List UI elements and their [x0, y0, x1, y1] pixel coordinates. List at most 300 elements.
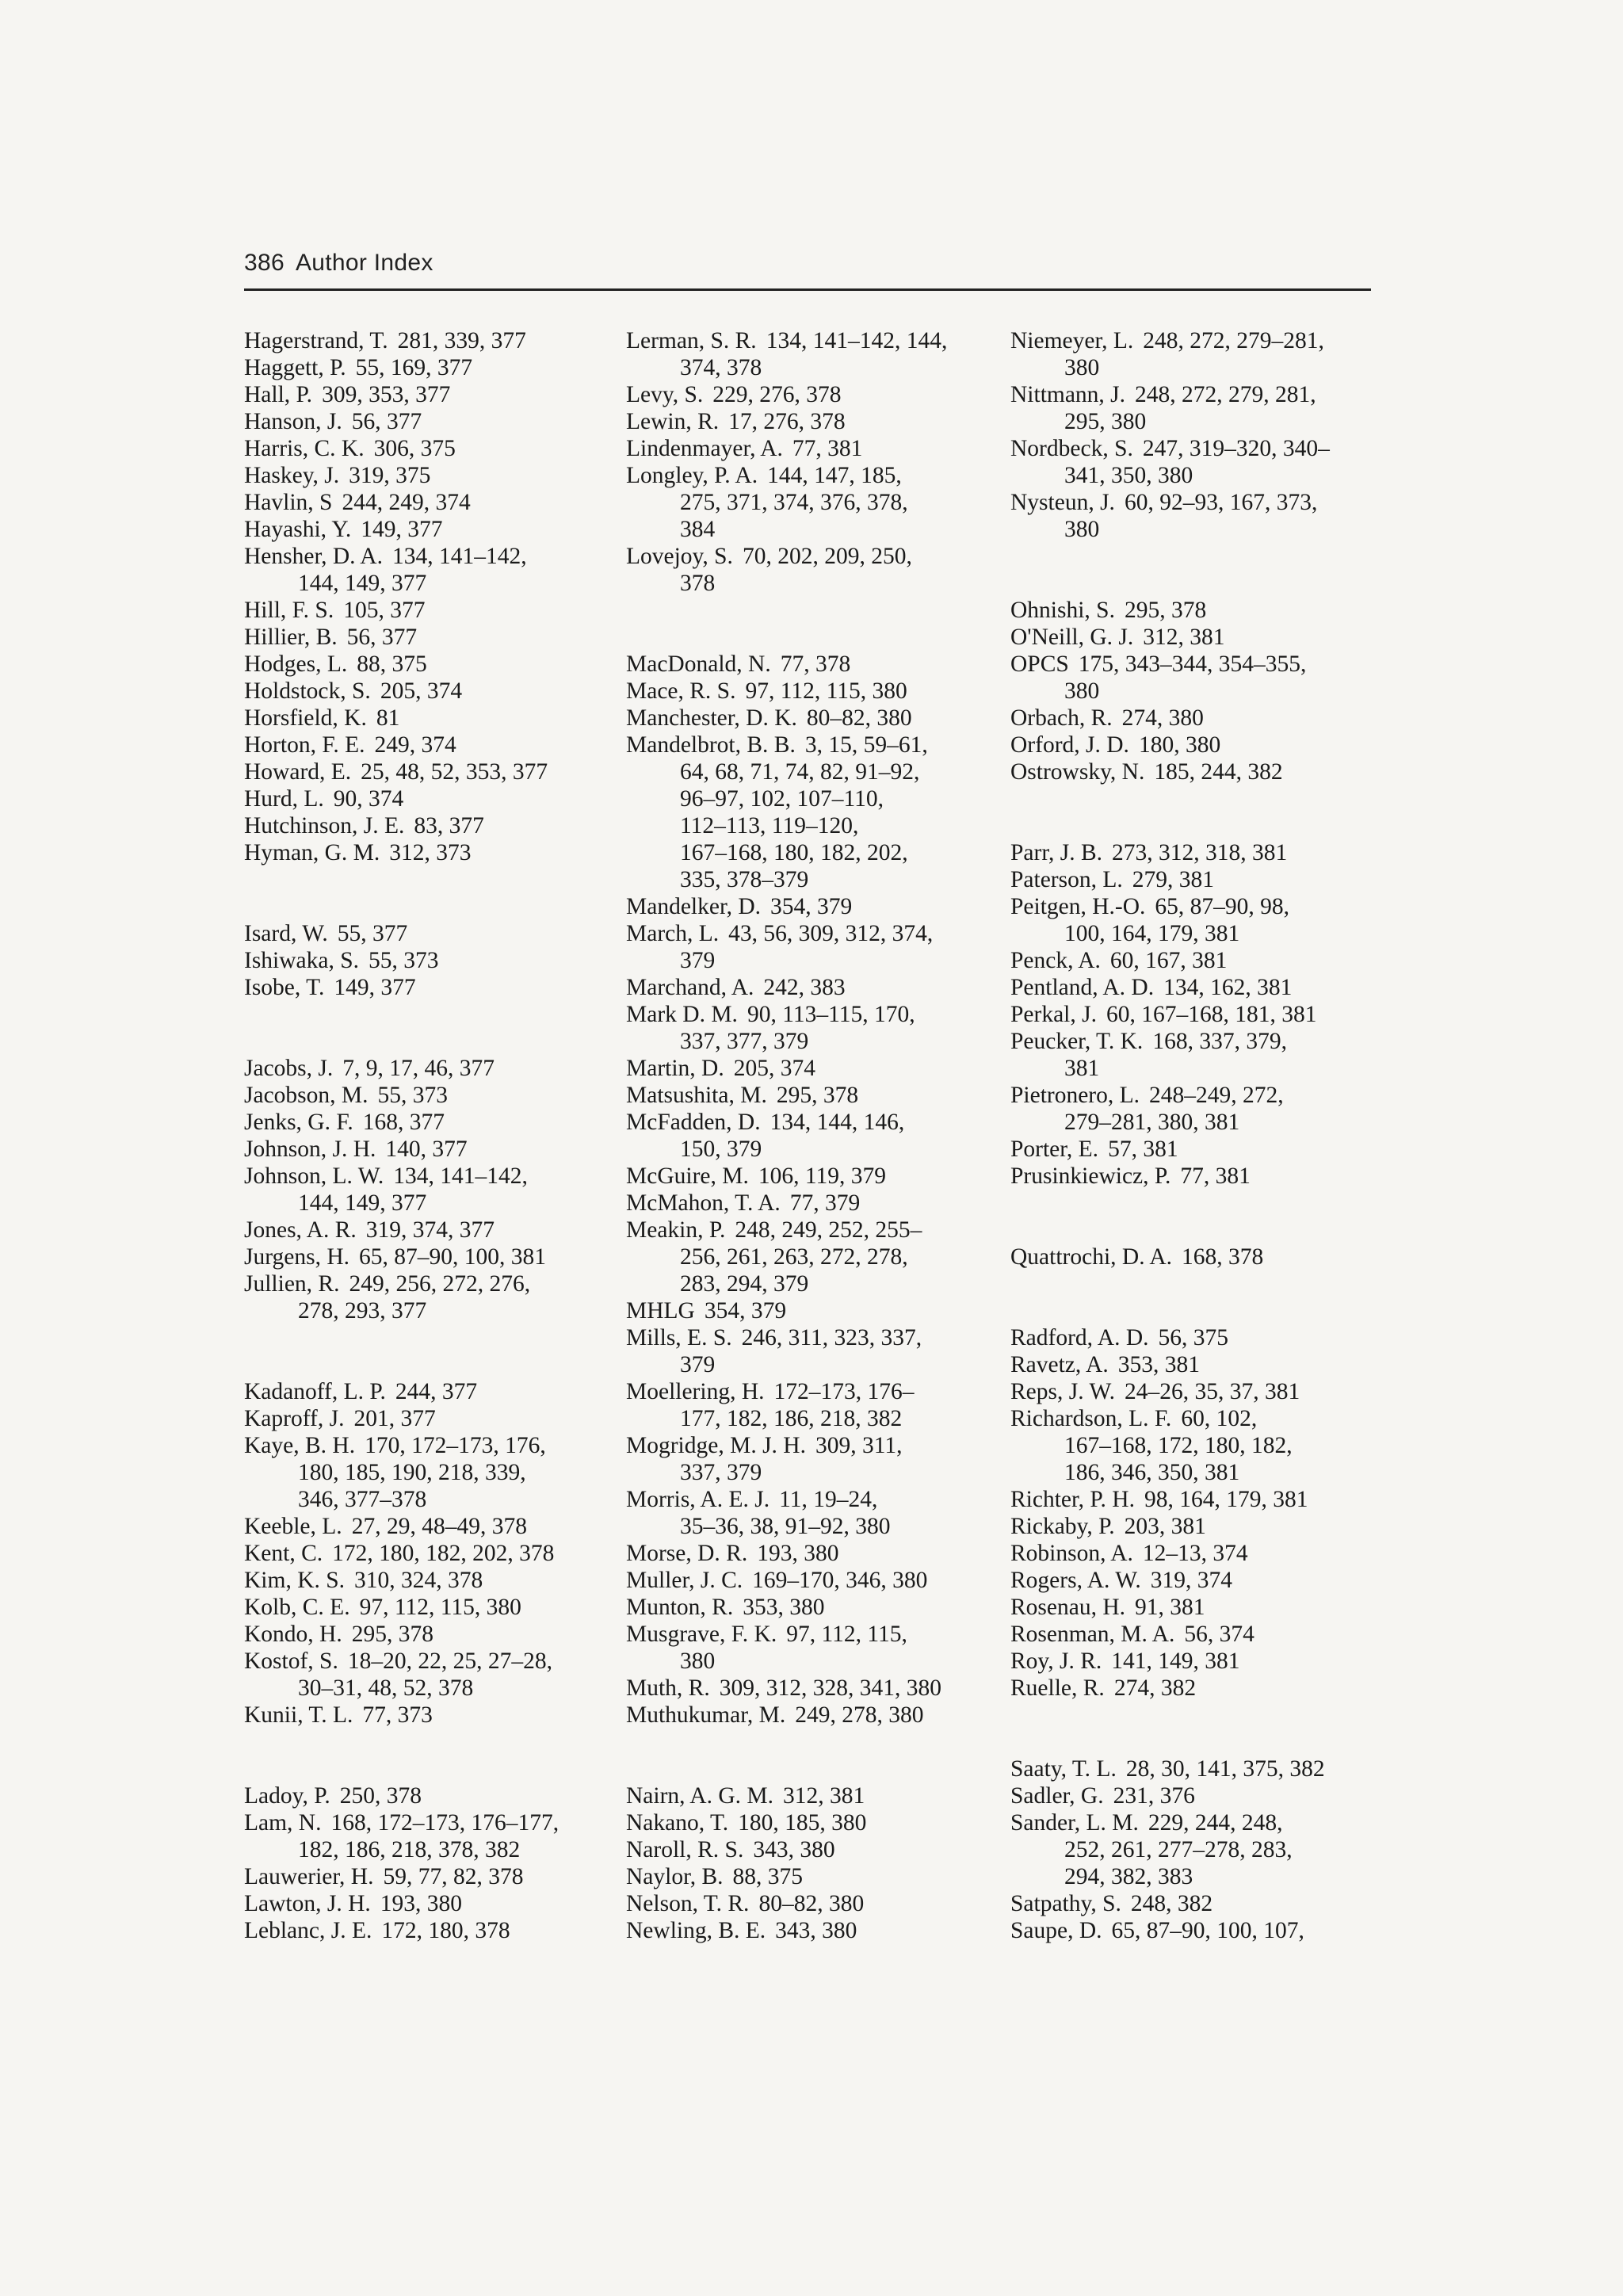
index-entry-continuation — [626, 758, 947, 785]
author-name: Paterson, L. — [1010, 867, 1123, 892]
page-references: 380 — [1064, 517, 1100, 542]
index-entry-first-line — [1010, 839, 1330, 866]
author-name: Radford, A. D. — [1010, 1325, 1149, 1350]
index-column-1 — [244, 327, 559, 1944]
page-references: 65, 87–90, 98, — [1155, 894, 1290, 919]
index-entry-first-line — [626, 1082, 947, 1109]
page-references: 180, 185, 380 — [738, 1810, 867, 1836]
page-references: 144, 149, 377 — [298, 1190, 427, 1216]
page-references: 180, 185, 190, 218, 339, — [298, 1460, 526, 1485]
page-references: 319, 374 — [1150, 1568, 1232, 1593]
author-name: Sander, L. M. — [1010, 1810, 1139, 1836]
page-references: 97, 112, 115, 380 — [359, 1595, 521, 1620]
page-references: 56, 375 — [1158, 1325, 1229, 1350]
index-entry-first-line — [244, 1405, 559, 1432]
index-entry — [626, 974, 947, 1001]
index-entry-first-line — [244, 947, 559, 974]
page-references: 65, 87–90, 100, 107, — [1111, 1918, 1304, 1943]
index-entry-first-line — [244, 516, 559, 543]
author-name: Haskey, J. — [244, 463, 340, 488]
author-name: Peucker, T. K. — [1010, 1029, 1144, 1054]
letter-group-gap — [244, 866, 559, 920]
index-entry-first-line — [1010, 1082, 1330, 1109]
index-entry-continuation — [244, 1675, 559, 1702]
index-entry-continuation — [626, 812, 947, 839]
author-name: Morris, A. E. J. — [626, 1487, 770, 1512]
index-entry-continuation — [626, 570, 947, 597]
letter-group-gap — [1010, 1270, 1330, 1324]
author-name: Lovejoy, S. — [626, 544, 733, 569]
index-entry — [244, 812, 559, 839]
index-entry — [626, 462, 947, 543]
author-name: Rosenman, M. A. — [1010, 1622, 1175, 1647]
page-references: 168, 377 — [362, 1110, 445, 1135]
index-entry-first-line — [1010, 705, 1330, 732]
author-name: Musgrave, F. K. — [626, 1622, 777, 1647]
index-entry-continuation — [1010, 408, 1330, 435]
index-entry-first-line — [244, 1378, 559, 1405]
page-references: 172, 180, 182, 202, 378 — [332, 1541, 555, 1566]
index-entry-continuation — [244, 1836, 559, 1863]
index-entry-first-line — [626, 732, 947, 758]
index-entry-first-line — [244, 1809, 559, 1836]
index-entry-first-line — [626, 435, 947, 462]
author-name: Leblanc, J. E. — [244, 1918, 372, 1943]
author-name: Hanson, J. — [244, 409, 342, 434]
index-entry-first-line — [244, 327, 559, 354]
page-references: 106, 119, 379 — [758, 1163, 887, 1189]
page-references: 278, 293, 377 — [298, 1298, 427, 1324]
page-references: 283, 294, 379 — [680, 1271, 809, 1297]
author-name: Pentland, A. D. — [1010, 975, 1155, 1000]
author-name: Nakano, T. — [626, 1810, 729, 1836]
page-references: 205, 374 — [733, 1056, 815, 1081]
author-name: MHLG — [626, 1298, 695, 1324]
index-entry-first-line — [244, 435, 559, 462]
page-references: 83, 377 — [414, 813, 484, 839]
author-name: Saaty, T. L. — [1010, 1756, 1117, 1782]
author-name: Naroll, R. S. — [626, 1837, 744, 1862]
author-name: Haggett, P. — [244, 355, 346, 380]
page-references: 193, 380 — [380, 1891, 463, 1916]
author-name: Moellering, H. — [626, 1379, 765, 1404]
index-entry-first-line — [1010, 1405, 1330, 1432]
author-name: Mandelbrot, B. B. — [626, 732, 796, 758]
index-entry-continuation — [626, 866, 947, 893]
author-name: Morse, D. R. — [626, 1541, 748, 1566]
page-references: 180, 380 — [1138, 732, 1221, 758]
page-references: 354, 379 — [704, 1298, 787, 1324]
index-entry-first-line — [626, 1702, 947, 1729]
author-name: Jurgens, H. — [244, 1244, 350, 1270]
index-entry-first-line — [1010, 435, 1330, 462]
page-references: 250, 378 — [339, 1783, 422, 1809]
author-name: Holdstock, S. — [244, 678, 371, 704]
author-name: Hillier, B. — [244, 625, 338, 650]
index-entry-first-line — [244, 624, 559, 651]
index-entry — [244, 1890, 559, 1917]
author-name: OPCS — [1010, 651, 1069, 677]
index-entry-continuation — [626, 1351, 947, 1378]
author-name: Rogers, A. W. — [1010, 1568, 1141, 1593]
page-references: 77, 373 — [362, 1702, 433, 1728]
index-entry — [244, 705, 559, 732]
page-references: 77, 379 — [789, 1190, 861, 1216]
page-references: 90, 113–115, 170, — [747, 1002, 915, 1027]
index-entry-continuation — [1010, 462, 1330, 489]
author-name: Ravetz, A. — [1010, 1352, 1109, 1377]
index-entry-first-line — [244, 1136, 559, 1163]
author-name: Orbach, R. — [1010, 705, 1113, 731]
page-references: 55, 169, 377 — [355, 355, 473, 380]
index-entry-first-line — [244, 462, 559, 489]
index-entry-first-line — [1010, 1594, 1330, 1621]
page-references: 242, 383 — [763, 975, 846, 1000]
index-entry — [1010, 435, 1330, 489]
index-entry — [1010, 1405, 1330, 1486]
index-entry-first-line — [244, 1082, 559, 1109]
page-references: 312, 373 — [389, 840, 472, 865]
author-name: Prusinkiewicz, P. — [1010, 1163, 1171, 1189]
page-references: 273, 312, 318, 381 — [1112, 840, 1288, 865]
index-entry — [1010, 1028, 1330, 1082]
page-references: 169–170, 346, 380 — [752, 1568, 928, 1593]
index-entry — [626, 408, 947, 435]
index-entry — [244, 1163, 559, 1217]
index-entry-first-line — [1010, 1675, 1330, 1702]
index-entry — [626, 1621, 947, 1675]
index-entry-first-line — [244, 1109, 559, 1136]
page-references: 380 — [1064, 678, 1100, 704]
index-entry-first-line — [244, 705, 559, 732]
page-references: 134, 162, 381 — [1163, 975, 1293, 1000]
author-name: Muthukumar, M. — [626, 1702, 786, 1728]
page-references: 248–249, 272, — [1149, 1083, 1284, 1108]
index-entry — [244, 1594, 559, 1621]
page-references: 229, 244, 248, — [1148, 1810, 1283, 1836]
index-entry-continuation — [626, 489, 947, 516]
index-entry-first-line — [1010, 1621, 1330, 1648]
author-name: Nelson, T. R. — [626, 1891, 750, 1916]
author-name: Rosenau, H. — [1010, 1595, 1126, 1620]
page-references: 306, 375 — [373, 436, 456, 461]
index-entry-first-line — [1010, 974, 1330, 1001]
page-references: 91, 381 — [1135, 1595, 1205, 1620]
page-references: 249, 374 — [374, 732, 456, 758]
author-name: Muth, R. — [626, 1675, 710, 1701]
index-entry — [244, 462, 559, 489]
page-references: 201, 377 — [353, 1406, 436, 1431]
page-references: 144, 149, 377 — [298, 571, 427, 596]
index-entry-first-line — [244, 408, 559, 435]
index-entry-first-line — [626, 462, 947, 489]
index-entry-first-line — [626, 1917, 947, 1944]
index-entry-first-line — [1010, 947, 1330, 974]
page-references: 81 — [376, 705, 400, 731]
index-entry — [244, 1809, 559, 1863]
page-references: 353, 380 — [743, 1595, 825, 1620]
page-references: 60, 102, — [1181, 1406, 1258, 1431]
index-entry-first-line — [244, 1217, 559, 1244]
index-entry-first-line — [244, 1917, 559, 1944]
index-entry — [626, 1890, 947, 1917]
index-entry-continuation — [626, 1513, 947, 1540]
page-references: 353, 381 — [1117, 1352, 1200, 1377]
index-entry — [244, 839, 559, 866]
page-references: 319, 374, 377 — [365, 1217, 495, 1243]
page-references: 55, 377 — [337, 921, 408, 946]
author-name: Mandelker, D. — [626, 894, 762, 919]
index-entry — [244, 758, 559, 785]
index-entry-first-line — [244, 785, 559, 812]
author-name: Jones, A. R. — [244, 1217, 357, 1243]
index-entry — [1010, 705, 1330, 732]
index-entry-first-line — [626, 678, 947, 705]
index-entry — [626, 1567, 947, 1594]
author-name: Sadler, G. — [1010, 1783, 1104, 1809]
index-entry — [244, 678, 559, 705]
page-references: 379 — [680, 1352, 716, 1377]
page-header — [244, 247, 1371, 291]
index-entry — [244, 1621, 559, 1648]
index-entry — [1010, 1244, 1330, 1270]
page-references: 77, 381 — [1180, 1163, 1251, 1189]
page-references: 35–36, 38, 91–92, 380 — [680, 1514, 891, 1539]
author-name: Peitgen, H.-O. — [1010, 894, 1146, 919]
author-name: Isobe, T. — [244, 975, 325, 1000]
index-entry — [1010, 1082, 1330, 1136]
index-entry-first-line — [244, 678, 559, 705]
index-entry — [244, 624, 559, 651]
index-entry-first-line — [244, 812, 559, 839]
index-entry-first-line — [244, 758, 559, 785]
index-entry — [244, 1270, 559, 1324]
page-references: 134, 141–142, — [391, 544, 527, 569]
page-references: 279, 381 — [1132, 867, 1214, 892]
index-entry-first-line — [244, 543, 559, 570]
index-entry — [626, 1809, 947, 1836]
page-references: 341, 350, 380 — [1064, 463, 1193, 488]
index-entry — [244, 920, 559, 947]
letter-group-gap — [244, 1324, 559, 1378]
page-references: 177, 182, 186, 218, 382 — [680, 1406, 903, 1431]
page-references: 56, 377 — [351, 409, 422, 434]
author-name: Lauwerier, H. — [244, 1864, 374, 1889]
page-references: 105, 377 — [343, 598, 426, 623]
index-entry-first-line — [244, 974, 559, 1001]
index-entry-first-line — [244, 1432, 559, 1459]
page-references: 247, 319–320, 340– — [1142, 436, 1330, 461]
author-name: Lerman, S. R. — [626, 328, 757, 353]
page-references: 25, 48, 52, 353, 377 — [361, 759, 548, 785]
index-entry-first-line — [1010, 893, 1330, 920]
index-entry-first-line — [244, 381, 559, 408]
author-name: Hyman, G. M. — [244, 840, 380, 865]
author-name: Johnson, L. W. — [244, 1163, 384, 1189]
index-entry — [626, 920, 947, 974]
index-entry-continuation — [244, 1297, 559, 1324]
author-name: Mogridge, M. J. H. — [626, 1433, 806, 1458]
author-name: Lindenmayer, A. — [626, 436, 783, 461]
index-entry-first-line — [244, 1890, 559, 1917]
page-references: 354, 379 — [770, 894, 853, 919]
page-references: 90, 374 — [333, 786, 404, 812]
page-references: 281, 339, 377 — [397, 328, 526, 353]
page-references: 88, 375 — [732, 1864, 804, 1889]
index-entry — [626, 732, 947, 893]
index-entry — [244, 489, 559, 516]
page-references: 381 — [1064, 1056, 1100, 1081]
index-entry-first-line — [244, 920, 559, 947]
page-references: 244, 249, 374 — [342, 490, 471, 515]
page-references: 167–168, 180, 182, 202, — [680, 840, 908, 865]
page-references: 65, 87–90, 100, 381 — [359, 1244, 547, 1270]
index-entry-continuation — [1010, 354, 1330, 381]
index-entry-first-line — [626, 1109, 947, 1136]
index-entry — [1010, 1648, 1330, 1675]
page-references: 205, 374 — [380, 678, 463, 704]
index-entry — [244, 732, 559, 758]
index-entry-continuation — [244, 1459, 559, 1486]
page-references: 186, 346, 350, 381 — [1064, 1460, 1240, 1485]
index-entry — [626, 1702, 947, 1729]
index-entry — [244, 516, 559, 543]
index-entry-first-line — [626, 920, 947, 947]
index-entry-first-line — [626, 1055, 947, 1082]
index-entry-first-line — [1010, 1513, 1330, 1540]
index-entry-continuation — [626, 1405, 947, 1432]
page-references: 380 — [680, 1648, 716, 1674]
index-entry — [1010, 1917, 1330, 1944]
page-references: 55, 373 — [369, 948, 439, 973]
index-entry-first-line — [626, 1163, 947, 1190]
index-entry — [1010, 651, 1330, 705]
page-references: 17, 276, 378 — [728, 409, 846, 434]
index-entry — [244, 1055, 559, 1082]
index-entry-first-line — [626, 381, 947, 408]
page-title: Author Index — [295, 250, 433, 276]
page-references: 343, 380 — [753, 1837, 835, 1862]
index-entry-continuation — [1010, 516, 1330, 543]
author-name: Nairn, A. G. M. — [626, 1783, 774, 1809]
index-entry — [244, 1567, 559, 1594]
page-references: 335, 378–379 — [680, 867, 809, 892]
author-name: Reps, J. W. — [1010, 1379, 1115, 1404]
index-entry — [1010, 758, 1330, 785]
index-entry — [244, 597, 559, 624]
index-entry-first-line — [1010, 1809, 1330, 1836]
page-references: 56, 374 — [1184, 1622, 1254, 1647]
page-references: 140, 377 — [385, 1137, 468, 1162]
index-entry — [244, 408, 559, 435]
index-entry — [244, 974, 559, 1001]
author-name: Ohnishi, S. — [1010, 598, 1115, 623]
index-entry-first-line — [626, 1621, 947, 1648]
page-references: 337, 379 — [680, 1460, 762, 1485]
index-entry — [244, 327, 559, 354]
page-references: 172–173, 176– — [773, 1379, 915, 1404]
index-entry-first-line — [244, 1621, 559, 1648]
author-name: Keeble, L. — [244, 1514, 342, 1539]
index-entry-first-line — [244, 1782, 559, 1809]
page-references: 97, 112, 115, — [786, 1622, 907, 1647]
index-entry-continuation — [626, 839, 947, 866]
index-entry — [244, 435, 559, 462]
index-entry-continuation — [1010, 1109, 1330, 1136]
index-entry — [244, 1540, 559, 1567]
index-entry — [626, 1109, 947, 1163]
page-references: 18–20, 22, 25, 27–28, — [347, 1648, 552, 1674]
index-entry — [244, 1405, 559, 1432]
index-entry — [626, 1863, 947, 1890]
author-name: Jullien, R. — [244, 1271, 340, 1297]
page-references: 149, 377 — [361, 517, 443, 542]
index-entry — [1010, 489, 1330, 543]
index-entry — [1010, 381, 1330, 435]
author-name: Manchester, D. K. — [626, 705, 797, 731]
index-entry — [244, 1513, 559, 1540]
index-entry — [626, 1917, 947, 1944]
index-entry — [1010, 893, 1330, 947]
author-name: Newling, B. E. — [626, 1918, 766, 1943]
author-name: Lawton, J. H. — [244, 1891, 371, 1916]
author-name: Isard, W. — [244, 921, 328, 946]
author-name: Hurd, L. — [244, 786, 324, 812]
author-name: McGuire, M. — [626, 1163, 749, 1189]
index-entry-continuation — [626, 354, 947, 381]
index-entry — [626, 1594, 947, 1621]
index-entry-first-line — [244, 1567, 559, 1594]
index-entry-continuation — [244, 570, 559, 597]
page-references: 96–97, 102, 107–110, — [680, 786, 884, 812]
index-entry — [626, 705, 947, 732]
index-entry — [1010, 839, 1330, 866]
index-entry-first-line — [1010, 1244, 1330, 1270]
index-entry — [626, 1297, 947, 1324]
page-references: 275, 371, 374, 376, 378, — [680, 490, 908, 515]
page-references: 168, 172–173, 176–177, — [330, 1810, 559, 1836]
index-entry — [1010, 1351, 1330, 1378]
author-name: Nittmann, J. — [1010, 382, 1126, 407]
index-entry-first-line — [1010, 758, 1330, 785]
index-entry-first-line — [244, 1648, 559, 1675]
index-entry-continuation — [626, 947, 947, 974]
page-references: 100, 164, 179, 381 — [1064, 921, 1240, 946]
index-entry-first-line — [1010, 1890, 1330, 1917]
index-column-2 — [626, 327, 947, 1944]
index-entry — [1010, 1001, 1330, 1028]
author-name: Lam, N. — [244, 1810, 322, 1836]
author-name: Hutchinson, J. E. — [244, 813, 405, 839]
index-entry — [244, 1217, 559, 1244]
index-entry-first-line — [244, 597, 559, 624]
index-entry-first-line — [626, 408, 947, 435]
index-entry-first-line — [626, 893, 947, 920]
index-entry-first-line — [1010, 1540, 1330, 1567]
index-entry — [1010, 947, 1330, 974]
author-name: Kolb, C. E. — [244, 1595, 350, 1620]
index-entry-first-line — [626, 705, 947, 732]
index-entry — [1010, 1513, 1330, 1540]
index-entry-first-line — [244, 1055, 559, 1082]
index-entry — [626, 1055, 947, 1082]
index-entry-first-line — [626, 1432, 947, 1459]
letter-group-gap — [626, 597, 947, 651]
index-entry-continuation — [1010, 1863, 1330, 1890]
index-entry — [626, 1836, 947, 1863]
author-name: Jenks, G. F. — [244, 1110, 353, 1135]
index-entry-first-line — [1010, 651, 1330, 678]
